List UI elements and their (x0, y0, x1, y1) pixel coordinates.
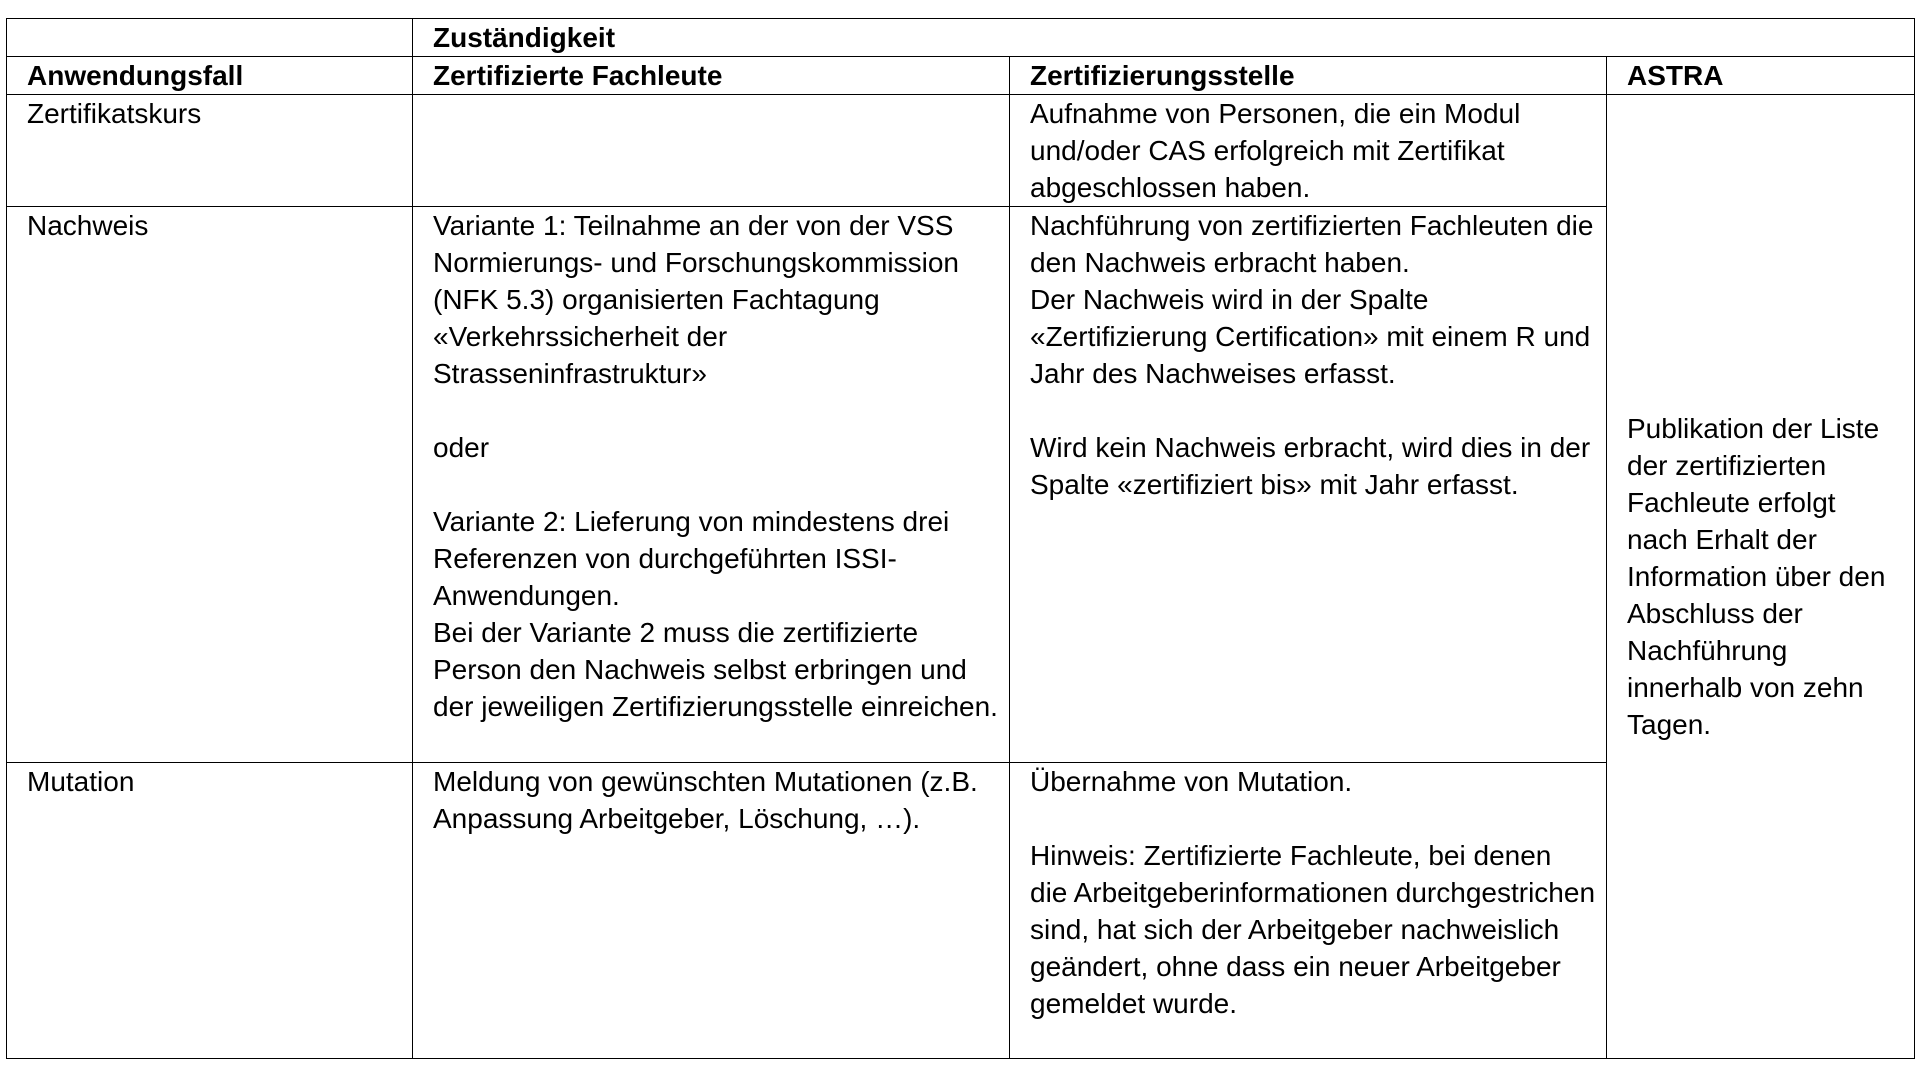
fachleute-cell (413, 95, 1010, 207)
case-cell: Mutation (7, 763, 413, 1059)
column-header-zertifizierungsstelle: Zertifizierungsstelle (1010, 57, 1607, 95)
empty-corner-cell (7, 19, 413, 57)
stelle-cell: Übernahme von Mutation. Hinweis: Zertifizierte Fachleute, bei denen die Arbeitgeberinformationen durchgestrichen sind, hat sich der Arbeitgeber nachweislich geändert, ohne dass ein neuer Arbeitgeber gemeldet wurde. (1010, 763, 1607, 1059)
fachleute-cell: Meldung von gewünschten Mutationen (z.B. Anpassung Arbeitgeber, Löschung, …). (413, 763, 1010, 1059)
case-cell: Zertifikatskurs (7, 95, 413, 207)
column-header-zertifizierte-fachleute: Zertifizierte Fachleute (413, 57, 1010, 95)
fachleute-cell: Variante 1: Teilnahme an der von der VSS Normierungs- und Forschungskommission (NFK 5.3) organisierten Fachtagung «Verkehrssicherheit der Strasseninfrastruktur» oder Variante 2: Lieferung von mindestens drei Referenzen von durchgeführten ISSI-Anwendungen. Bei der Variante 2 muss die zertifizierte Person den Nachweis selbst erbringen und der jeweiligen Zertifizierungsstelle einreichen. (413, 207, 1010, 763)
stelle-cell: Aufnahme von Personen, die ein Modul und/oder CAS erfolgreich mit Zertifikat abgeschlossen haben. (1010, 95, 1607, 207)
case-cell: Nachweis (7, 207, 413, 763)
group-header-zustaendigkeit: Zuständigkeit (413, 19, 1915, 57)
column-header-astra: ASTRA (1607, 57, 1915, 95)
stelle-cell: Nachführung von zertifizierten Fachleuten die den Nachweis erbracht haben. Der Nachweis wird in der Spalte «Zertifizierung Certification» mit einem R und Jahr des Nachweises erfasst. Wird kein Nachweis erbracht, wird dies in der Spalte «zertifiziert bis» mit Jahr erfasst. (1010, 207, 1607, 763)
column-header-row (7, 57, 1915, 95)
group-header-row (7, 19, 1915, 57)
column-header-anwendungsfall: Anwendungsfall (7, 57, 413, 95)
responsibility-table (6, 18, 1915, 1059)
astra-cell: Publikation der Liste der zertifizierten Fachleute erfolgt nach Erhalt der Information über den Abschluss der Nachführung innerhalb von zehn Tagen. (1607, 95, 1915, 1059)
table-row-zertifikatskurs (7, 95, 1915, 207)
